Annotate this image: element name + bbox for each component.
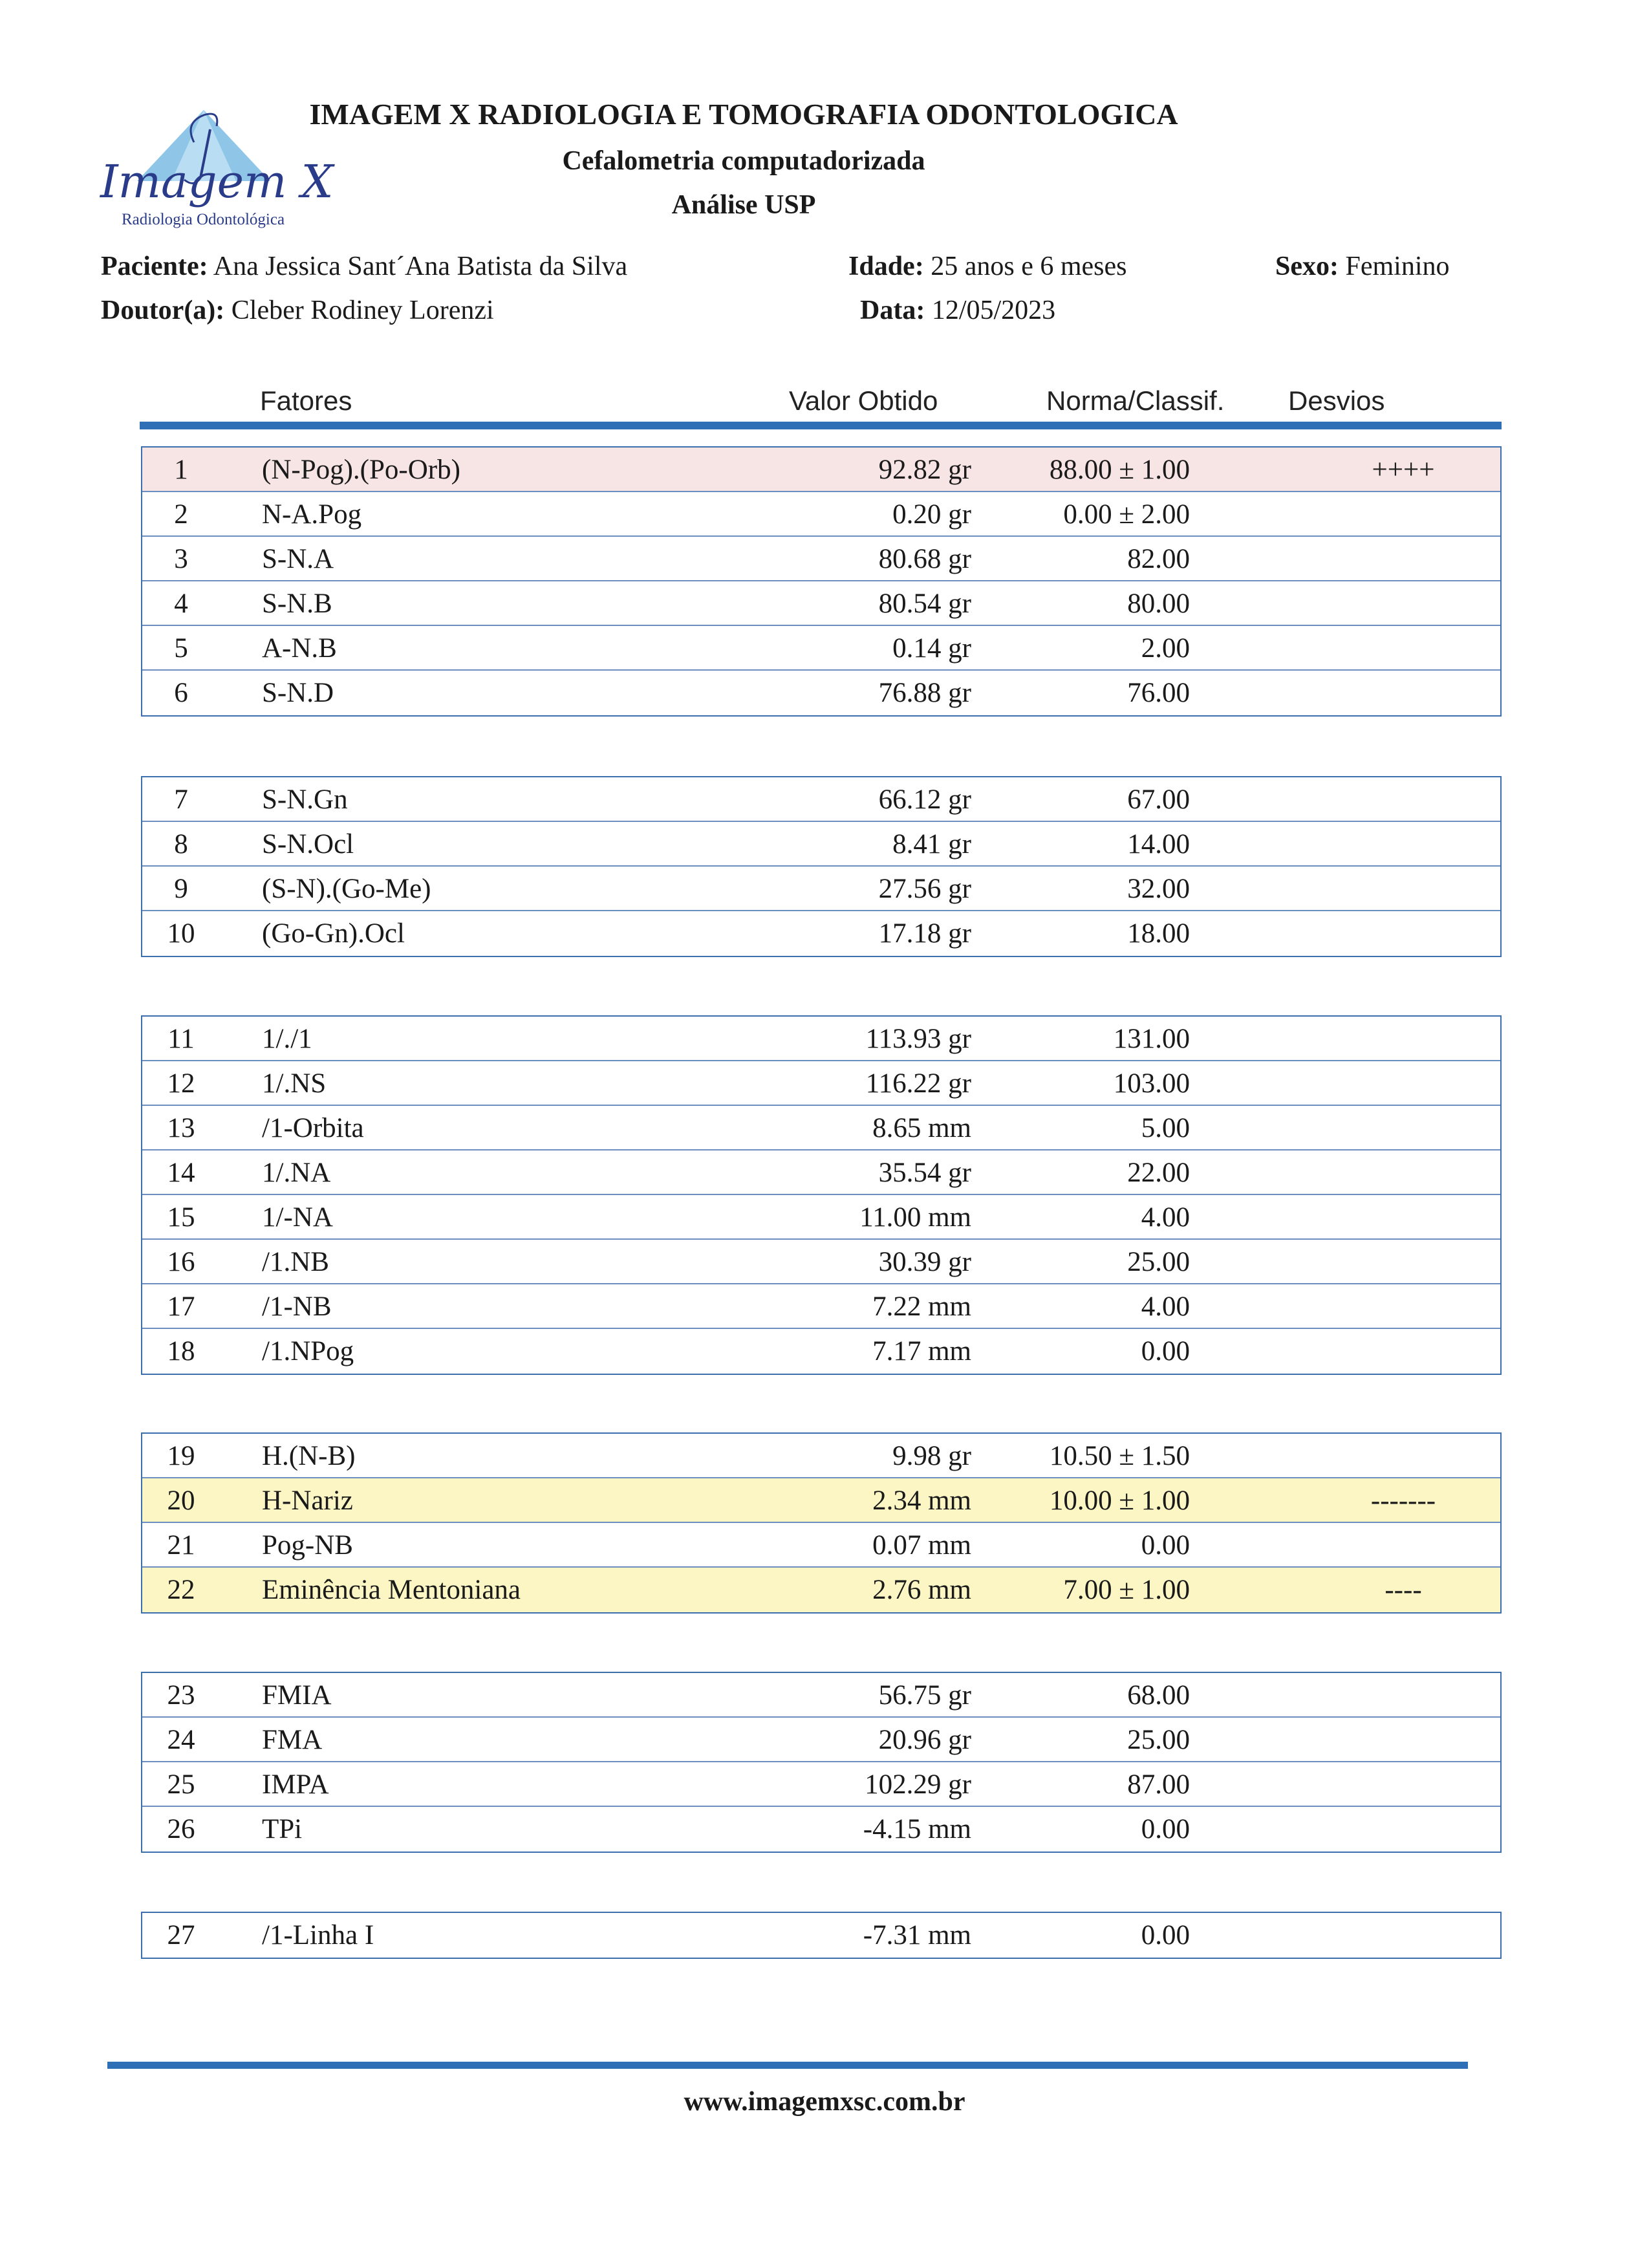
table-row <box>142 581 1500 626</box>
company-name: IMAGEM X RADIOLOGIA E TOMOGRAFIA ODONTOLOGICA <box>309 98 1178 131</box>
row-number: 20 <box>167 1485 195 1516</box>
table-row <box>142 626 1500 671</box>
obtained-value: -4.15 mm <box>863 1814 971 1844</box>
factor-name: (Go-Gn).Ocl <box>262 918 405 949</box>
table-group <box>141 1432 1502 1614</box>
row-number: 10 <box>167 918 195 949</box>
column-header-norma: Norma/Classif. <box>1046 385 1225 416</box>
norm-value: 14.00 <box>1127 829 1190 859</box>
doctor-field <box>101 295 494 326</box>
table-group <box>141 1015 1502 1375</box>
age-label: Idade: <box>848 252 924 281</box>
table-row <box>142 911 1500 956</box>
table-group <box>141 1672 1502 1853</box>
table-row <box>142 1913 1500 1958</box>
factor-name: S-N.Ocl <box>262 829 354 859</box>
factor-name: IMPA <box>262 1769 329 1800</box>
table-group <box>141 776 1502 957</box>
column-header-fatores: Fatores <box>260 385 352 416</box>
norm-value: 0.00 <box>1141 1336 1190 1366</box>
factor-name: /1-Orbita <box>262 1113 364 1143</box>
norm-value: 76.00 <box>1127 678 1190 708</box>
obtained-value: 7.17 mm <box>872 1336 971 1366</box>
table-row <box>142 1017 1500 1061</box>
norm-value: 7.00 ± 1.00 <box>1063 1575 1190 1605</box>
norm-value: 2.00 <box>1141 633 1190 664</box>
column-header-desvios: Desvios <box>1288 385 1385 416</box>
obtained-value: 0.07 mm <box>872 1530 971 1561</box>
norm-value: 32.00 <box>1127 874 1190 904</box>
table-row <box>142 1061 1500 1106</box>
row-number: 24 <box>167 1725 195 1755</box>
report-subtitle: Cefalometria computadorizada <box>562 146 925 176</box>
deviation-marker: ++++ <box>1372 455 1435 485</box>
obtained-value: 9.98 gr <box>892 1441 971 1471</box>
date-field <box>860 295 1055 326</box>
obtained-value: 17.18 gr <box>878 918 971 949</box>
age-value: 25 anos e 6 meses <box>931 252 1127 281</box>
factor-name: 1/.NA <box>262 1158 331 1188</box>
row-number: 13 <box>167 1113 195 1143</box>
norm-value: 88.00 ± 1.00 <box>1049 455 1190 485</box>
row-number: 25 <box>167 1769 195 1800</box>
obtained-value: 0.20 gr <box>892 499 971 530</box>
row-number: 8 <box>174 829 188 859</box>
factor-name: (S-N).(Go-Me) <box>262 874 431 904</box>
norm-value: 0.00 ± 2.00 <box>1063 499 1190 530</box>
row-number: 27 <box>167 1920 195 1950</box>
row-number: 15 <box>167 1202 195 1233</box>
obtained-value: 8.65 mm <box>872 1113 971 1143</box>
table-row <box>142 1673 1500 1718</box>
obtained-value: 0.14 gr <box>892 633 971 664</box>
row-number: 5 <box>174 633 188 664</box>
row-number: 19 <box>167 1441 195 1471</box>
obtained-value: 30.39 gr <box>878 1247 971 1277</box>
factor-name: Pog-NB <box>262 1530 353 1561</box>
table-row <box>142 1523 1500 1568</box>
table-row <box>142 1329 1500 1374</box>
footer-rule <box>107 2062 1468 2069</box>
table-row <box>142 671 1500 715</box>
deviation-marker: ------- <box>1370 1485 1436 1516</box>
doctor-name: Cleber Rodiney Lorenzi <box>231 296 494 325</box>
norm-value: 0.00 <box>1141 1920 1190 1950</box>
table-row <box>142 492 1500 537</box>
norm-value: 103.00 <box>1113 1068 1190 1099</box>
factor-name: H-Nariz <box>262 1485 353 1516</box>
table-row <box>142 1807 1500 1852</box>
website-url: www.imagemxsc.com.br <box>684 2087 965 2117</box>
obtained-value: 7.22 mm <box>872 1291 971 1322</box>
table-group <box>141 446 1502 717</box>
row-number: 2 <box>174 499 188 530</box>
row-number: 17 <box>167 1291 195 1322</box>
norm-value: 80.00 <box>1127 589 1190 619</box>
obtained-value: 80.68 gr <box>878 544 971 574</box>
row-number: 12 <box>167 1068 195 1099</box>
factor-name: A-N.B <box>262 633 337 664</box>
row-number: 3 <box>174 544 188 574</box>
factor-name: 1/-NA <box>262 1202 333 1233</box>
factor-name: Eminência Mentoniana <box>262 1575 521 1605</box>
table-row <box>142 1434 1500 1478</box>
row-number: 26 <box>167 1814 195 1844</box>
obtained-value: 20.96 gr <box>878 1725 971 1755</box>
table-row <box>142 1762 1500 1807</box>
norm-value: 87.00 <box>1127 1769 1190 1800</box>
factor-name: S-N.A <box>262 544 334 574</box>
table-row <box>142 1195 1500 1240</box>
factor-name: N-A.Pog <box>262 499 362 530</box>
row-number: 11 <box>167 1024 195 1054</box>
norm-value: 0.00 <box>1141 1814 1190 1844</box>
obtained-value: 56.75 gr <box>878 1680 971 1711</box>
factor-name: (N-Pog).(Po-Orb) <box>262 455 460 485</box>
table-row <box>142 1284 1500 1329</box>
table-row <box>142 1240 1500 1284</box>
obtained-value: 2.76 mm <box>872 1575 971 1605</box>
table-row <box>142 1718 1500 1762</box>
norm-value: 68.00 <box>1127 1680 1190 1711</box>
row-number: 18 <box>167 1336 195 1366</box>
sex-value: Feminino <box>1345 252 1450 281</box>
factor-name: S-N.B <box>262 589 332 619</box>
row-number: 23 <box>167 1680 195 1711</box>
date-value: 12/05/2023 <box>931 296 1056 325</box>
obtained-value: 27.56 gr <box>878 874 971 904</box>
table-row <box>142 867 1500 911</box>
row-number: 7 <box>174 784 188 815</box>
table-row <box>142 1150 1500 1195</box>
norm-value: 10.00 ± 1.00 <box>1049 1485 1190 1516</box>
norm-value: 67.00 <box>1127 784 1190 815</box>
norm-value: 5.00 <box>1141 1113 1190 1143</box>
factor-name: /1-NB <box>262 1291 332 1322</box>
norm-value: 25.00 <box>1127 1725 1190 1755</box>
row-number: 1 <box>174 455 188 485</box>
row-number: 22 <box>167 1575 195 1605</box>
obtained-value: 11.00 mm <box>859 1202 971 1233</box>
norm-value: 4.00 <box>1141 1202 1190 1233</box>
header-rule <box>140 422 1502 429</box>
row-number: 16 <box>167 1247 195 1277</box>
table-row <box>142 822 1500 867</box>
factor-name: /1.NPog <box>262 1336 354 1366</box>
table-row <box>142 1568 1500 1612</box>
obtained-value: 76.88 gr <box>878 678 971 708</box>
obtained-value: 2.34 mm <box>872 1485 971 1516</box>
table-row <box>142 1478 1500 1523</box>
factor-name: /1-Linha I <box>262 1920 374 1950</box>
factor-name: FMIA <box>262 1680 332 1711</box>
logo-subtext: Radiologia Odontológica <box>122 211 285 228</box>
table-group <box>141 1912 1502 1959</box>
row-number: 9 <box>174 874 188 904</box>
table-row <box>142 1106 1500 1150</box>
age-field <box>848 251 1126 282</box>
norm-value: 18.00 <box>1127 918 1190 949</box>
patient-label: Paciente: <box>101 252 208 281</box>
factor-name: FMA <box>262 1725 323 1755</box>
row-number: 14 <box>167 1158 195 1188</box>
obtained-value: -7.31 mm <box>863 1920 971 1950</box>
analysis-name: Análise USP <box>671 190 816 220</box>
obtained-value: 80.54 gr <box>878 589 971 619</box>
norm-value: 0.00 <box>1141 1530 1190 1561</box>
factor-name: TPi <box>262 1814 303 1844</box>
sex-label: Sexo: <box>1275 252 1339 281</box>
obtained-value: 92.82 gr <box>878 455 971 485</box>
obtained-value: 113.93 gr <box>865 1024 971 1054</box>
column-header-valor: Valor Obtido <box>789 385 938 416</box>
logo-wordmark: Imagem X <box>100 155 334 208</box>
sex-field <box>1275 251 1450 282</box>
table-row <box>142 448 1500 492</box>
factor-name: /1.NB <box>262 1247 329 1277</box>
row-number: 21 <box>167 1530 195 1561</box>
norm-value: 25.00 <box>1127 1247 1190 1277</box>
factor-name: S-N.D <box>262 678 334 708</box>
obtained-value: 8.41 gr <box>892 829 971 859</box>
obtained-value: 116.22 gr <box>865 1068 971 1099</box>
table-row <box>142 537 1500 581</box>
norm-value: 4.00 <box>1141 1291 1190 1322</box>
deviation-marker: ---- <box>1385 1575 1422 1605</box>
table-row <box>142 777 1500 822</box>
factor-name: H.(N-B) <box>262 1441 356 1471</box>
factor-name: S-N.Gn <box>262 784 348 815</box>
norm-value: 22.00 <box>1127 1158 1190 1188</box>
norm-value: 10.50 ± 1.50 <box>1049 1441 1190 1471</box>
row-number: 4 <box>174 589 188 619</box>
factor-name: 1/./1 <box>262 1024 312 1054</box>
factor-name: 1/.NS <box>262 1068 327 1099</box>
patient-field <box>101 251 627 282</box>
norm-value: 82.00 <box>1127 544 1190 574</box>
norm-value: 131.00 <box>1113 1024 1190 1054</box>
obtained-value: 35.54 gr <box>878 1158 971 1188</box>
doctor-label: Doutor(a): <box>101 296 225 325</box>
obtained-value: 102.29 gr <box>865 1769 971 1800</box>
obtained-value: 66.12 gr <box>878 784 971 815</box>
date-label: Data: <box>860 296 925 325</box>
row-number: 6 <box>174 678 188 708</box>
patient-name: Ana Jessica Sant´Ana Batista da Silva <box>213 252 628 281</box>
